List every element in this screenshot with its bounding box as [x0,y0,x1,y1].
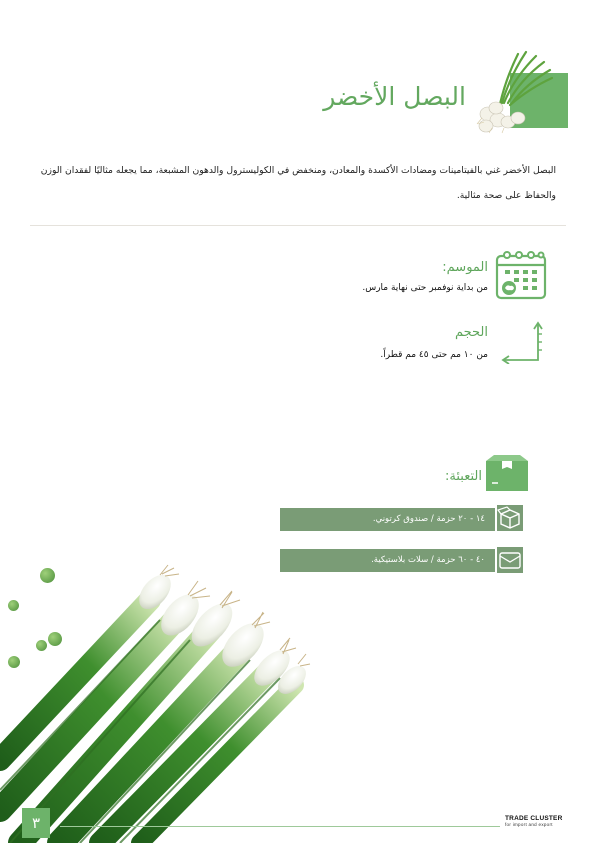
packaging-option-2: ٤٠ - ٦٠ حزمة / سلات بلاستيكية. [280,549,495,572]
crate-icon [495,545,525,575]
ruler-icon [500,320,544,364]
page-number: ٣ [22,808,50,838]
packaging-option-1: ١٤ - ٢٠ حزمة / صندوق كرتوني. [280,508,495,531]
season-label: الموسم: [442,260,488,275]
size-value: من ١٠ مم حتى ٤٥ مم قطراً. [380,350,488,360]
brand-logo [505,815,575,827]
open-box-icon [495,503,525,533]
page-title: البصل الأخضر [323,82,466,111]
green-onions-image [0,560,320,843]
box-icon [484,455,530,493]
calendar-icon [495,250,547,300]
section-divider [30,225,566,226]
brand-tagline: for import and export [505,822,553,827]
season-value: من بداية نوفمبر حتى نهاية مارس. [362,283,488,293]
size-label: الحجم [454,325,488,340]
product-description: البصل الأخضر غني بالفيتامينات ومضادات الأكسدة والمعادن، ومنخفض في الكوليسترول والدهون المشبعة، مما يجعله مثاليًا لفقدان الوزن والحفاظ على صحة مثالية. [40,165,556,201]
footer-line [60,826,500,827]
packaging-label: التعبئة: [445,469,482,484]
green-onion-bunch-image [474,48,554,134]
brand-name: TRADE CLUSTER [505,815,563,822]
